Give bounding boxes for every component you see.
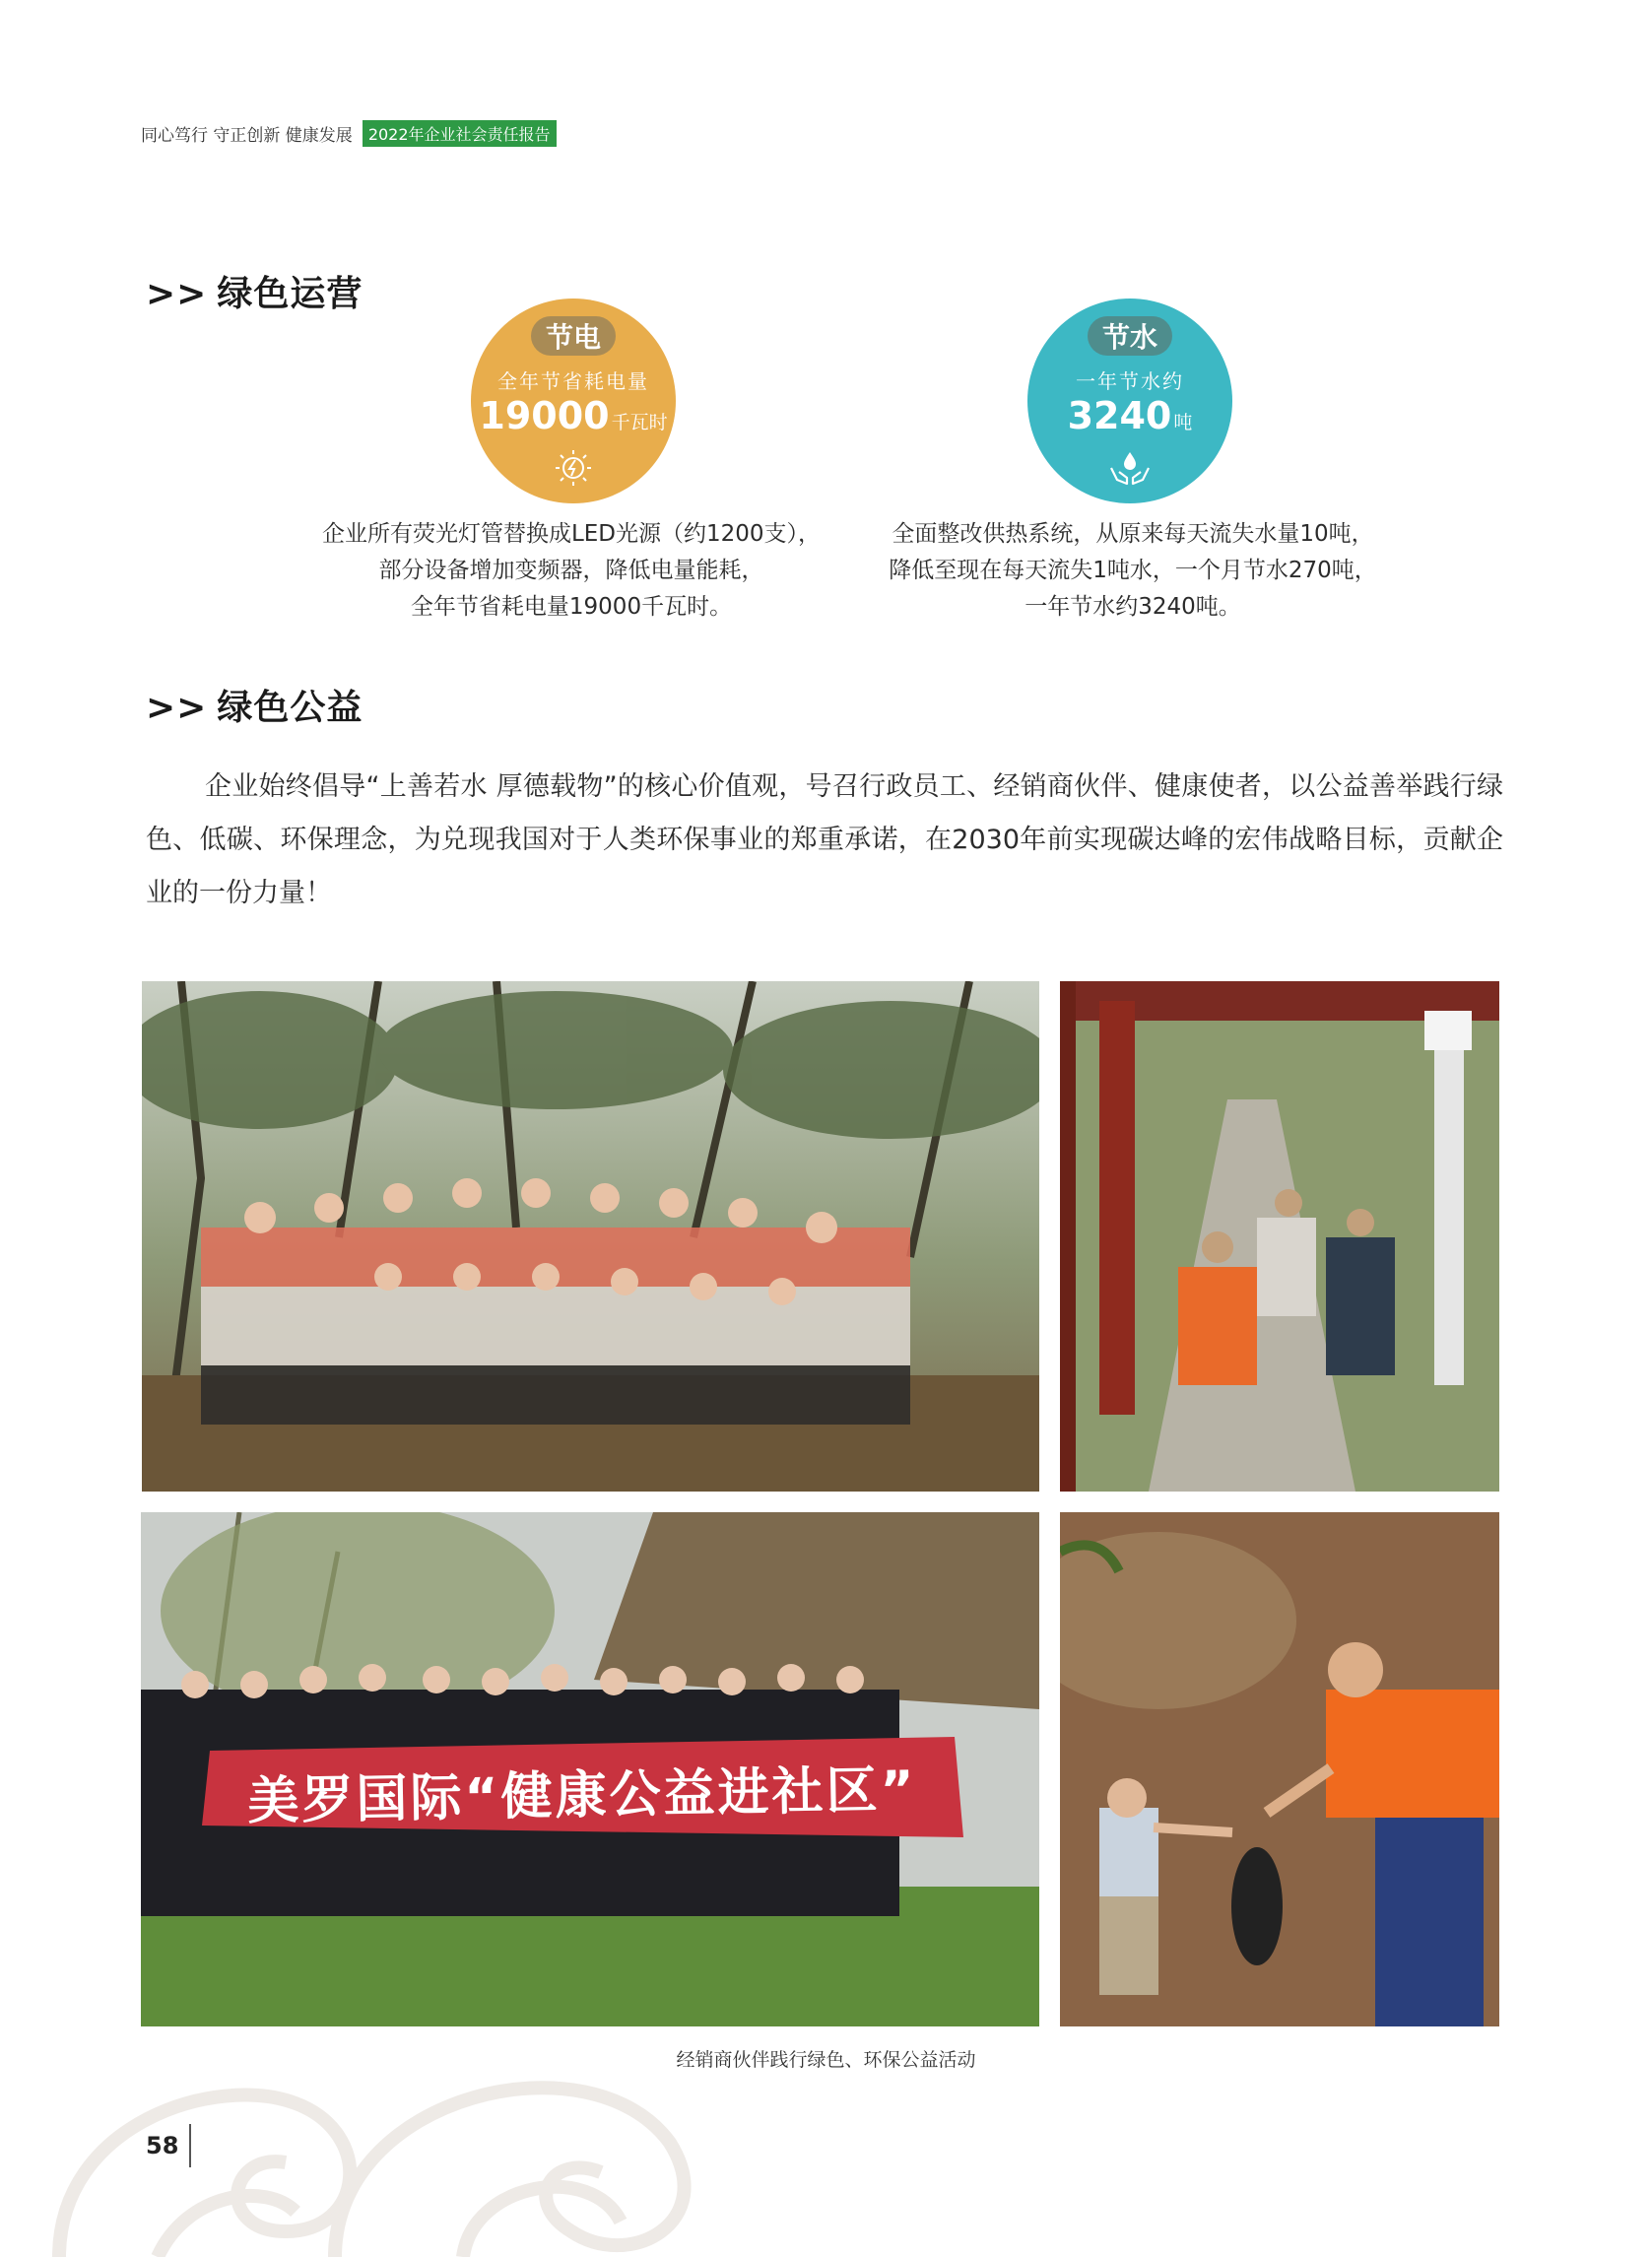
photo-caption: 经销商伙伴践行绿色、环保公益活动: [676, 2049, 976, 2071]
electricity-desc-line: 部分设备增加变频器，降低电量能耗，: [378, 558, 764, 583]
page-number-divider: [189, 2124, 191, 2167]
electricity-pill: 节电: [531, 316, 616, 356]
water-desc-line: 全面整改供热系统，从原来每天流失水量10吨，: [892, 521, 1374, 547]
section-title-text: 绿色运营: [217, 274, 363, 314]
page-header: [141, 120, 557, 147]
charity-paragraph: 企业始终倡导“上善若水 厚德载物”的核心价值观，号召行政员工、经销商伙伴、健康使者，以公益善举践行绿色、低碳、环保理念，为兑现我国对于人类环保事业的郑重承诺，在2030年前实现碳达峰的宏伟战略目标，贡献企业的一份力量！: [146, 771, 1503, 908]
photo-forest-group: [142, 981, 1039, 1492]
section-title-text: 绿色公益: [217, 688, 363, 728]
water-unit: 吨: [1173, 412, 1193, 433]
photo-child-trash-pickup: [1060, 1512, 1499, 2026]
water-label: 一年节水约: [1076, 369, 1184, 393]
electricity-description: [296, 516, 847, 626]
report-tag: 2022年企业社会责任报告: [363, 120, 557, 147]
water-desc-line: 降低至现在每天流失1吨水，一个月节水270吨，: [889, 558, 1377, 583]
water-description: [867, 516, 1399, 626]
electricity-value-line: [479, 394, 667, 444]
water-pill: 节水: [1088, 316, 1172, 356]
water-value-line: [1068, 394, 1193, 444]
electricity-value: 19000: [479, 394, 610, 437]
electricity-stat-circle: [471, 299, 676, 503]
header-motto: 同心笃行 守正创新 健康发展: [141, 126, 353, 146]
lightbulb-icon: [552, 448, 595, 492]
electricity-desc-line: 全年节省耗电量19000千瓦时。: [410, 594, 733, 620]
decorative-cloud-watermark: [39, 2034, 729, 2257]
water-hands-icon: [1107, 448, 1153, 492]
water-desc-line: 一年节水约3240吨。: [1024, 594, 1241, 620]
water-value: 3240: [1067, 394, 1172, 437]
section-title-green-charity: [146, 680, 363, 730]
section-arrows: >>: [146, 274, 208, 314]
electricity-label: 全年节省耗电量: [497, 369, 649, 393]
photo-community-banner: [141, 1512, 1039, 2026]
electricity-desc-line: 企业所有荧光灯管替换成LED光源（约1200支），: [321, 521, 822, 547]
photo-mountain-stairs: [1060, 981, 1499, 1492]
section-arrows: >>: [146, 688, 208, 728]
section-title-green-operations: [146, 266, 363, 316]
water-stat-circle: [1027, 299, 1232, 503]
electricity-unit: 千瓦时: [611, 412, 668, 433]
page-number: 58: [146, 2132, 179, 2159]
community-banner-text: 美罗国际“健康公益进社区”: [246, 1760, 918, 1831]
